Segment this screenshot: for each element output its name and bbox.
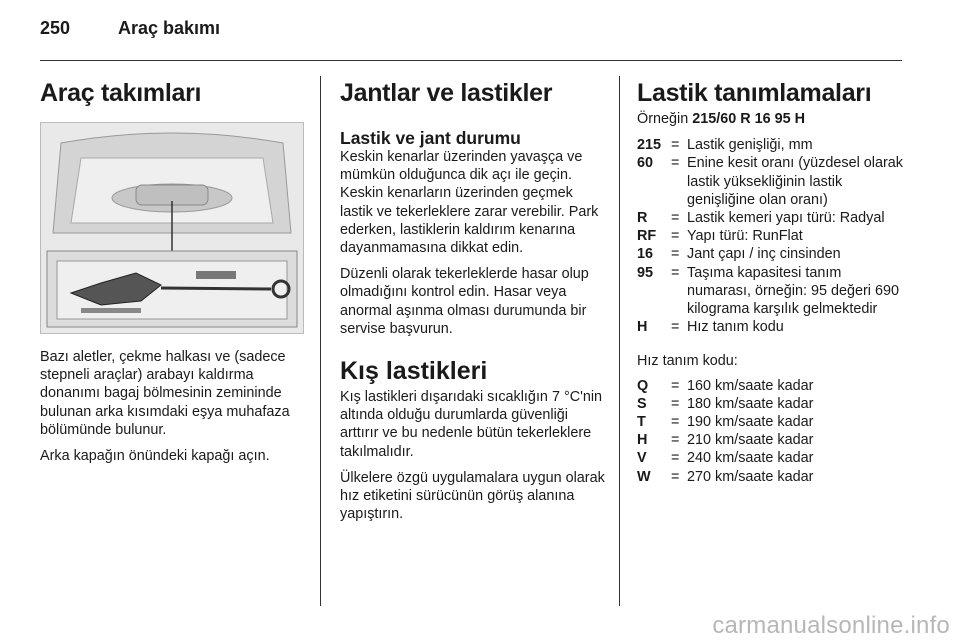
table-row [637,264,905,319]
speed-text: 180 km/saate kadar [687,395,814,412]
speed-text: 160 km/saate kadar [687,377,814,394]
definition-key: 215 [637,137,662,154]
heading-tools: Araç takımları [40,79,202,107]
definition-text: Lastik kemeri yapı türü: Radyal [687,210,885,227]
definition-text: Enine kesit oranı (yüzdesel olarak lastik yüksekliğinin lastik genişliğine olan oranı) [687,155,903,208]
speed-text: 190 km/saate kadar [687,414,814,431]
heading-wheels-tyres: Jantlar ve lastikler [340,79,553,107]
page-number: 250 [40,18,71,38]
equals-sign: = [671,228,680,245]
definition-key: 16 [637,246,654,263]
column-wheels [340,78,608,531]
equals-sign: = [671,414,680,431]
example-line [637,110,905,128]
equals-sign: = [671,246,680,263]
tool-kit-illustration [40,122,304,334]
column-tyre-designations [637,78,905,486]
equals-sign: = [671,450,680,467]
equals-sign: = [671,377,680,394]
speed-key: T [637,414,646,431]
definition-text: Lastik genişliği, mm [687,137,813,154]
tools-paragraph-1: Bazı aletler, çekme halkası ve (sadece stepneli araçlar) arabayı kaldırma donanımı bagaj bölmesinin zemininde bulunan arka kısımdaki eşya muhafaza bölümünde bulunur. [40,349,290,438]
definition-text: Taşıma kapasitesi tanım numarası, örneğin: 95 değeri 690 kilograma karşılık gelmektedir [687,264,900,318]
definition-key: R [637,210,648,227]
equals-sign: = [671,155,680,172]
equals-sign: = [671,319,680,336]
tools-paragraph-2: Arka kapağın önündeki kapağı açın. [40,448,270,465]
table-row [637,245,905,263]
speed-text: 270 km/saate kadar [687,468,814,485]
speed-key: V [637,450,647,467]
header-rule [40,60,902,61]
designation-table [637,136,905,336]
wheels-paragraph-1: Keskin kenarlar üzerinden yavaşça ve mümkün olduğunca dik açı ile geçin. Keskin kenarların üzerinden geçmek lastik ve tekerleklere zarar verebilir. Park ederken, lastiklerin kaldırım kenarına dayanmamasına dikkat edin. [340,149,599,257]
table-row [637,395,813,413]
table-row [637,154,905,209]
equals-sign: = [671,264,680,281]
wheels-paragraph-2: Düzenli olarak tekerleklerde hasar olup olmadığını kontrol edin. Hasar veya anormal aşınma olması durumunda bir servise başvurun. [340,266,589,337]
section-title: Araç bakımı [118,18,221,38]
winter-paragraph-2: Ülkelere özgü uygulamalara uygun olarak hız etiketini sürücünün görüş alanına yapıştırın. [340,469,605,523]
subheading-tyre-condition: Lastik ve jant durumu [340,128,521,148]
speed-key: H [637,432,648,449]
column-divider-1 [320,76,321,606]
column-divider-2 [619,76,620,606]
equals-sign: = [671,468,680,485]
definition-text: Jant çapı / inç cinsinden [687,246,841,263]
equals-sign: = [671,432,680,449]
page-header [40,18,220,39]
equals-sign: = [671,210,680,227]
example-value: 215/60 R 16 95 H [692,111,806,127]
column-tools [40,78,304,473]
definition-key: 95 [637,264,654,281]
speed-key: S [637,395,647,412]
speed-key: Q [637,377,649,394]
definition-key: 60 [637,155,654,172]
speed-table [637,377,813,486]
equals-sign: = [671,137,680,154]
watermark: carmanualsonline.info [712,612,950,639]
table-row [637,318,905,336]
definition-text: Hız tanım kodu [687,319,784,336]
definition-key: H [637,319,648,336]
table-row [637,413,813,431]
table-row [637,209,905,227]
definition-text: Yapı türü: RunFlat [687,228,803,245]
winter-paragraph-1: Kış lastikleri dışarıdaki sıcaklığın 7 °C'nin altında olduğu durumlarda güvenliği arttırır ve bu nedenle bütün tekerleklere takılmalıdır. [340,389,603,460]
heading-tyre-designations: Lastik tanımlamaları [637,79,872,107]
table-row [637,377,813,395]
speed-text: 240 km/saate kadar [687,450,814,467]
speed-key: W [637,468,651,485]
example-label: Örneğin [637,111,689,127]
table-row [637,227,905,245]
table-row [637,449,813,467]
equals-sign: = [671,395,680,412]
table-row [637,431,813,449]
heading-winter-tyres: Kış lastikleri [340,357,488,386]
table-row [637,468,813,486]
definition-key: RF [637,228,657,245]
speed-code-title: Hız tanım kodu: [637,353,738,370]
speed-text: 210 km/saate kadar [687,432,814,449]
table-row [637,136,905,154]
